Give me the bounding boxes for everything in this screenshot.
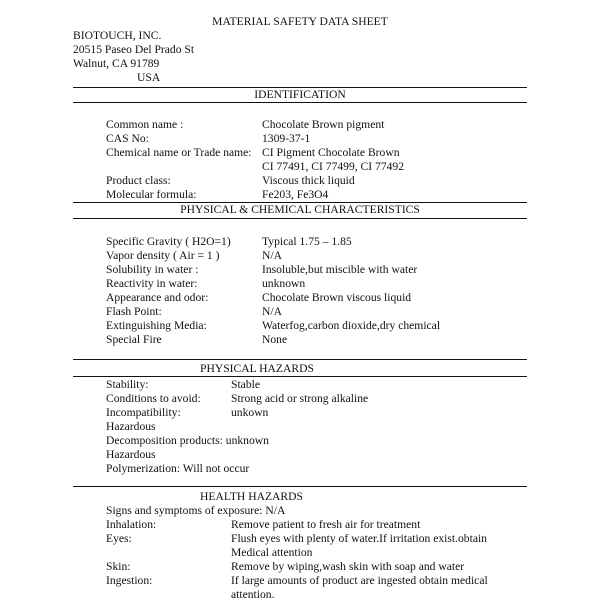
section-divider: [73, 359, 527, 360]
hh-label-skin: Skin:: [106, 560, 131, 573]
document-title: MATERIAL SAFETY DATA SHEET: [212, 15, 388, 28]
company-city: Walnut, CA 91789: [73, 57, 160, 70]
health-hazards-heading: HEALTH HAZARDS: [200, 490, 303, 503]
hh-label-inhalation: Inhalation:: [106, 518, 157, 531]
ph-label-conditions: Conditions to avoid:: [106, 392, 201, 405]
pc-value-special-fire: None: [262, 333, 288, 346]
pc-label-appearance: Appearance and odor:: [106, 291, 209, 304]
id-value-cas: 1309-37-1: [262, 132, 311, 145]
pc-label-special-fire: Special Fire: [106, 333, 162, 346]
id-value-molecular-formula: Fe203, Fe3O4: [262, 188, 329, 201]
id-label-cas: CAS No:: [106, 132, 149, 145]
hh-label-ingestion: Ingestion:: [106, 574, 153, 587]
company-country: USA: [137, 71, 161, 84]
hh-signs-line: Signs and symptoms of exposure: N/A: [106, 504, 286, 517]
pc-label-vapor-density: Vapor density ( Air = 1 ): [106, 249, 220, 262]
pc-label-flash-point: Flash Point:: [106, 305, 162, 318]
ph-value-incompatibility: unkown: [231, 406, 269, 419]
section-divider: [73, 376, 527, 377]
ph-line-polymerization: Polymerization: Will not occur: [106, 462, 250, 475]
pc-value-specific-gravity: Typical 1.75 – 1.85: [262, 235, 352, 248]
pc-value-appearance: Chocolate Brown viscous liquid: [262, 291, 412, 304]
ph-line-hazardous: Hazardous: [106, 420, 156, 433]
hh-value-skin: Remove by wiping,wash skin with soap and water: [231, 560, 465, 573]
id-label-chemical-name: Chemical name or Trade name:: [106, 146, 252, 159]
ph-value-stability: Stable: [231, 378, 260, 391]
pc-value-vapor-density: N/A: [262, 249, 282, 262]
id-value-chemical-name: CI Pigment Chocolate Brown: [262, 146, 400, 159]
physical-hazards-heading: PHYSICAL HAZARDS: [200, 362, 314, 375]
physical-chemical-heading: PHYSICAL & CHEMICAL CHARACTERISTICS: [180, 203, 420, 216]
pc-label-specific-gravity: Specific Gravity ( H2O=1): [106, 235, 231, 248]
section-divider: [73, 218, 527, 219]
hh-value-ingestion: If large amounts of product are ingested obtain medical: [231, 574, 488, 587]
hh-value-eyes: Flush eyes with plenty of water.If irritation exist.obtain: [231, 532, 487, 545]
hh-label-eyes: Eyes:: [106, 532, 132, 545]
ph-value-conditions: Strong acid or strong alkaline: [231, 392, 369, 405]
section-divider: [73, 486, 527, 487]
hh-value-inhalation: Remove patient to fresh air for treatment: [231, 518, 421, 531]
id-value-product-class: Viscous thick liquid: [262, 174, 355, 187]
id-label-common-name: Common name :: [106, 118, 184, 131]
id-value-common-name: Chocolate Brown pigment: [262, 118, 385, 131]
pc-value-flash-point: N/A: [262, 305, 282, 318]
pc-value-solubility: Insoluble,but miscible with water: [262, 263, 418, 276]
pc-label-reactivity: Reactivity in water:: [106, 277, 198, 290]
pc-value-extinguishing: Waterfog,carbon dioxide,dry chemical: [262, 319, 441, 332]
hh-value-ingestion-cont: attention.: [231, 588, 275, 601]
company-name: BIOTOUCH, INC.: [73, 29, 162, 42]
ph-label-stability: Stability:: [106, 378, 149, 391]
ph-label-incompatibility: Incompatibility:: [106, 406, 181, 419]
ph-line-hazardous: Hazardous: [106, 448, 156, 461]
id-label-product-class: Product class:: [106, 174, 171, 187]
section-divider: [73, 102, 527, 103]
id-label-molecular-formula: Molecular formula:: [106, 188, 197, 201]
pc-value-reactivity: unknown: [262, 277, 306, 290]
pc-label-extinguishing: Extinguishing Media:: [106, 319, 207, 332]
hh-value-eyes-cont: Medical attention: [231, 546, 313, 559]
pc-label-solubility: Solubility in water :: [106, 263, 199, 276]
ph-line-decomposition: Decomposition products: unknown: [106, 434, 269, 447]
identification-heading: IDENTIFICATION: [254, 88, 346, 101]
id-value-ci-numbers: CI 77491, CI 77499, CI 77492: [262, 160, 405, 173]
company-street: 20515 Paseo Del Prado St: [73, 43, 195, 56]
